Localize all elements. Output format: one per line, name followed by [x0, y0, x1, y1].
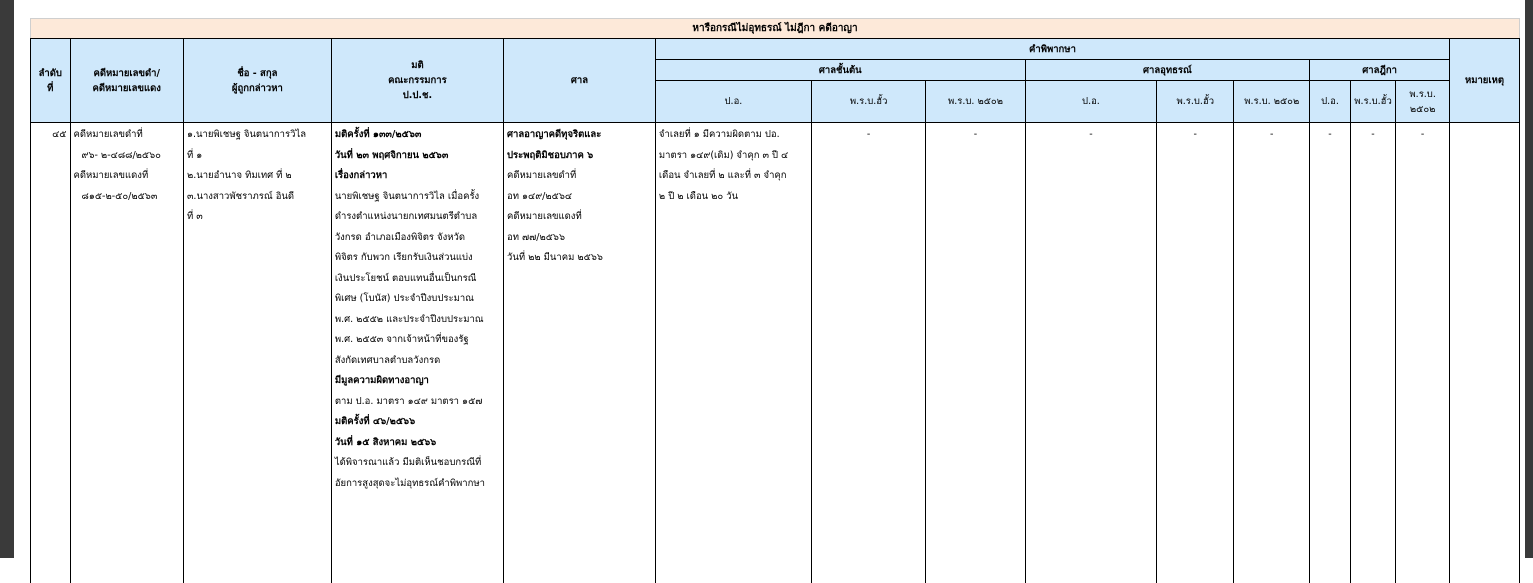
resolution-line: วันที่ ๒๓ พฤศจิกายน ๒๕๖๓ — [334, 149, 449, 161]
header-seq — [31, 39, 71, 123]
header-court: ศาล — [504, 39, 656, 123]
name-line: ที่ ๓ — [186, 211, 203, 222]
resolution-line: ได้พิจารณาแล้ว มีมติเห็นชอบกรณีที่ — [334, 457, 482, 468]
case-line: คดีหมายเลขดำที่ — [73, 129, 143, 140]
header-resolution-line1: มติ — [411, 60, 424, 71]
judgment-line: มาตรา ๑๔๙(เดิม) จำคุก ๓ ปี ๔ — [658, 149, 789, 161]
header-first-2502: พ.ร.บ. ๒๕๐๒ — [926, 81, 1025, 123]
header-appeal-hua: พ.ร.บ.ฮั้ว — [1157, 81, 1234, 123]
header-judgment: คำพิพากษา — [655, 39, 1449, 60]
resolution-line: สังกัดเทศบาลตำบลวังกรด — [334, 354, 441, 366]
cell-first-hua: - — [811, 123, 925, 583]
window-left-edge — [0, 0, 14, 558]
resolution-line: วันที่ ๑๕ สิงหาคม ๒๕๖๖ — [334, 436, 437, 448]
cell-appeal-2502: - — [1234, 123, 1310, 583]
court-line: ศาลอาญาคดีทุจริตและ — [507, 129, 602, 140]
cell-resolution — [331, 123, 503, 583]
table-row — [31, 123, 1520, 583]
name-line: ๓.นางสาวพัชราภรณ์ อินดี — [186, 190, 295, 202]
cell-supreme-hua: - — [1350, 123, 1396, 583]
resolution-line: พ.ศ. ๒๕๕๓ จากเจ้าหน้าที่ของรัฐ — [334, 334, 469, 345]
judgment-line: ๒ ปี ๒ เดือน ๒๐ วัน — [658, 190, 739, 202]
cell-name — [183, 123, 331, 583]
header-seq-line2: ที่ — [47, 82, 54, 94]
header-case-no-line2: คดีหมายเลขแดง — [92, 82, 161, 94]
document-sheet — [30, 18, 1520, 558]
resolution-line: มติครั้งที่ ๑๓๓/๒๕๖๓ — [334, 129, 422, 140]
resolution-line: พ.ศ. ๒๕๕๒ และประจำปีงบประมาณ — [334, 313, 484, 325]
window-right-edge — [1525, 0, 1533, 558]
header-case-no — [70, 39, 183, 123]
header-supreme-2502 — [1396, 81, 1450, 123]
name-line: ที่ ๑ — [186, 149, 203, 161]
court-line: อท ๑๔๙/๒๕๖๔ — [507, 190, 573, 202]
court-line: อท ๗๗/๒๕๖๖ — [507, 231, 565, 243]
header-supreme-2502-line2: ๒๕๐๒ — [1409, 103, 1436, 115]
case-line: ๘๑๕-๒-๕๐/๒๕๖๓ — [81, 190, 158, 202]
judgment-line: เดือน จำเลยที่ ๒ และที่ ๓ จำคุก — [658, 170, 787, 181]
header-court-appeal: ศาลอุทธรณ์ — [1025, 60, 1310, 81]
header-name-line2: ผู้ถูกกล่าวหา — [231, 82, 283, 94]
resolution-line: มีมูลความผิดทางอาญา — [334, 375, 429, 386]
resolution-line: พิเศษ (โบนัส) ประจำปีงบประมาณ — [334, 293, 474, 304]
cell-appeal-po: - — [1025, 123, 1157, 583]
header-appeal-2502: พ.ร.บ. ๒๕๐๒ — [1234, 81, 1310, 123]
case-line: คดีหมายเลขแดงที่ — [73, 170, 149, 181]
header-first-hua: พ.ร.บ.ฮั้ว — [811, 81, 925, 123]
header-seq-line1: ลำดับ — [38, 67, 62, 79]
header-appeal-po: ป.อ. — [1025, 81, 1157, 123]
resolution-line: ดำรงตำแหน่งนายกเทศมนตรีตำบล — [334, 211, 478, 222]
table-title: หารือกรณีไม่อุทธรณ์ ไม่ฎีกา คดีอาญา — [30, 18, 1520, 40]
header-name — [183, 39, 331, 123]
header-court-first: ศาลชั้นต้น — [655, 60, 1025, 81]
header-resolution-line3: ป.ป.ช. — [402, 90, 433, 101]
header-court-supreme: ศาลฎีกา — [1310, 60, 1450, 81]
resolution-line: เรื่องกล่าวหา — [334, 170, 388, 181]
header-name-line1: ชื่อ - สกุล — [237, 67, 278, 79]
court-line: วันที่ ๒๒ มีนาคม ๒๕๖๖ — [507, 252, 603, 263]
judgment-line: จำเลยที่ ๑ มีความผิดตาม ปอ. — [658, 129, 780, 140]
cell-appeal-hua: - — [1157, 123, 1234, 583]
resolution-line: มติครั้งที่ ๔๖/๒๕๖๖ — [334, 416, 416, 427]
court-line: คดีหมายเลขดำที่ — [507, 170, 577, 181]
header-resolution-line2: คณะกรรมการ — [388, 75, 447, 86]
cell-supreme-2502: - — [1396, 123, 1450, 583]
resolution-line: ตาม ป.อ. มาตรา ๑๔๙ มาตรา ๑๕๗ — [334, 395, 483, 407]
header-remarks: หมายเหตุ — [1449, 39, 1519, 123]
cell-remarks — [1449, 123, 1519, 583]
cell-seq: ๔๕ — [31, 123, 71, 583]
header-supreme-po: ป.อ. — [1310, 81, 1351, 123]
resolution-line: วังกรด อำเภอเมืองพิจิตร จังหวัด — [334, 231, 466, 243]
cell-court — [504, 123, 656, 583]
cell-case-no — [70, 123, 183, 583]
cell-first-po — [655, 123, 811, 583]
resolution-line: อัยการสูงสุดจะไม่อุทธรณ์คำพิพากษา — [334, 477, 485, 489]
header-case-no-line1: คดีหมายเลขดำ/ — [93, 67, 160, 79]
court-line: คดีหมายเลขแดงที่ — [507, 211, 582, 222]
header-first-po: ป.อ. — [655, 81, 811, 123]
resolution-line: เงินประโยชน์ ตอบแทนอื่นเป็นกรณี — [334, 272, 477, 284]
header-resolution — [331, 39, 503, 123]
cell-first-2502: - — [926, 123, 1025, 583]
name-line: ๑.นายพิเชษฐ จินตนาการวิไล — [186, 129, 307, 140]
resolution-line: นายพิเชษฐ จินตนาการวิไล เมื่อครั้ง — [334, 190, 480, 202]
court-line: ประพฤติมิชอบภาค ๖ — [507, 149, 594, 161]
header-supreme-2502-line1: พ.ร.บ. — [1409, 88, 1436, 100]
cell-supreme-po: - — [1310, 123, 1351, 583]
header-supreme-hua: พ.ร.บ.ฮั้ว — [1350, 81, 1396, 123]
case-table — [30, 38, 1520, 583]
resolution-line: พิจิตร กับพวก เรียกรับเงินส่วนแบ่ง — [334, 252, 473, 263]
case-line: ๙๖- ๒-๔๘๘/๒๕๖๐ — [81, 149, 161, 161]
name-line: ๒.นายอำนาจ ทิมเทศ ที่ ๒ — [186, 170, 292, 181]
